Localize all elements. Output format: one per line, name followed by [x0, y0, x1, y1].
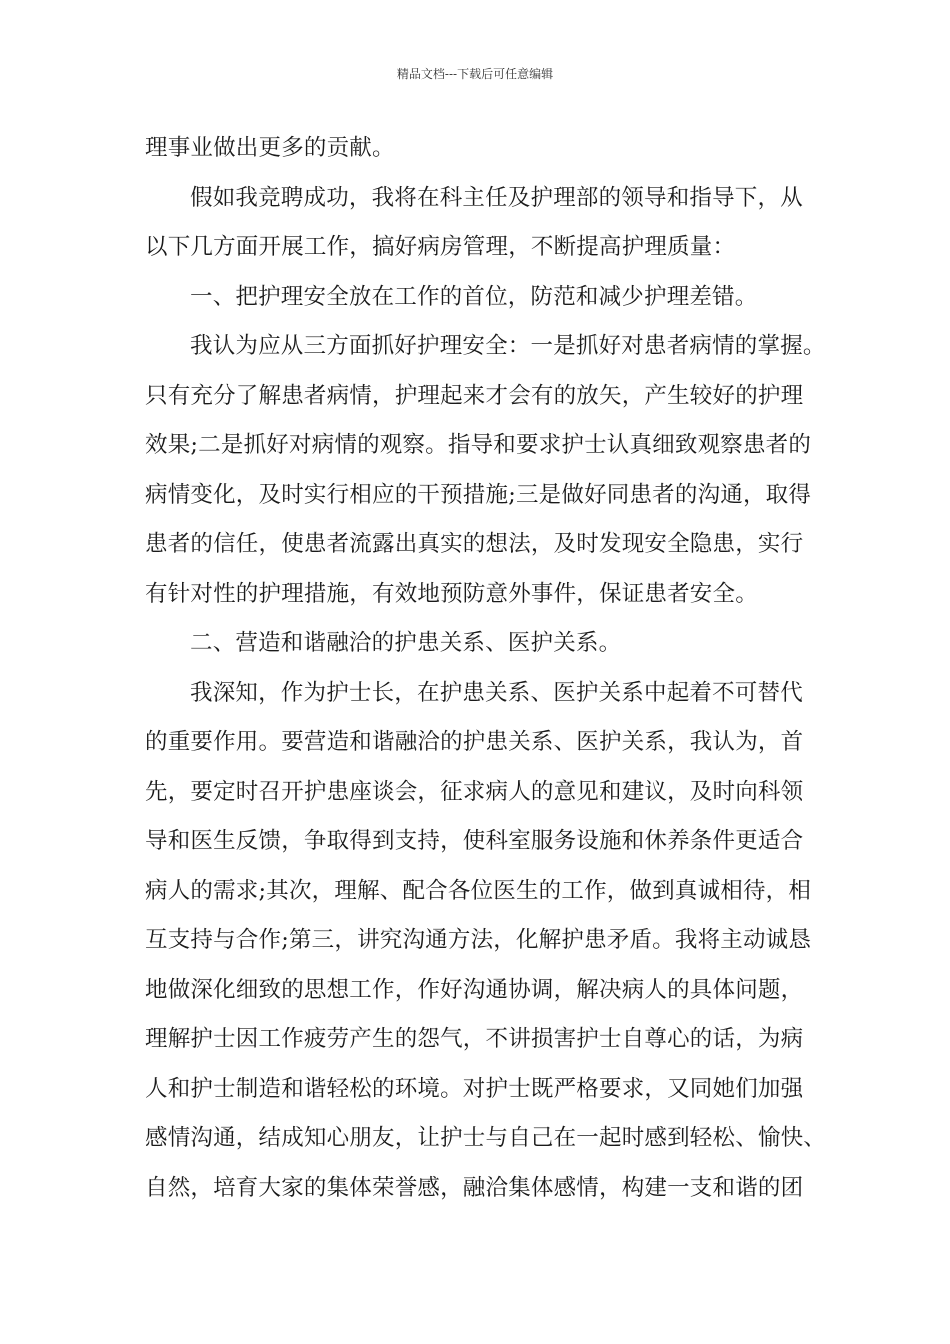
text-line: 有针对性的护理措施，有效地预防意外事件，保证患者安全。 [145, 580, 758, 607]
text-line: 感情沟通，结成知心朋友，让护士与自己在一起时感到轻松、愉快、 [145, 1125, 827, 1151]
text-line: 以下几方面开展工作，搞好病房管理，不断提高护理质量： [145, 234, 736, 260]
text-line: 病人的需求;其次，理解、配合各位医生的工作，做到真诚相待，相 [145, 877, 812, 904]
text-line: 患者的信任，使患者流露出真实的想法，及时发现安全隐患，实行 [145, 531, 804, 557]
document-body [145, 128, 825, 1217]
text-line: 的重要作用。要营造和谐融洽的护患关系、医护关系，我认为，首 [145, 729, 804, 755]
page-header: 精品文档---下载后可任意编辑 [396, 67, 554, 81]
section-heading: 一、把护理安全放在工作的首位，防范和减少护理差错。 [190, 283, 758, 310]
text-line: 我深知，作为护士长，在护患关系、医护关系中起着不可替代 [190, 679, 803, 706]
text-line: 假如我竞聘成功，我将在科主任及护理部的领导和指导下，从 [190, 184, 803, 211]
text-line: 我认为应从三方面抓好护理安全：一是抓好对患者病情的掌握。 [190, 333, 826, 359]
text-line: 病情变化，及时实行相应的干预措施;三是做好同患者的沟通，取得 [145, 481, 812, 508]
text-line: 理解护士因工作疲劳产生的怨气，不讲损害护士自尊心的话，为病 [145, 1026, 804, 1052]
text-line: 地做深化细致的思想工作，作好沟通协调，解决病人的具体问题， [145, 976, 804, 1003]
text-line: 自然，培育大家的集体荣誉感，融洽集体感情，构建一支和谐的团 [145, 1174, 804, 1201]
text-line: 理事业做出更多的贡献。 [145, 135, 395, 161]
text-line: 只有充分了解患者病情，护理起来才会有的放矢，产生较好的护理 [145, 382, 804, 409]
section-heading: 二、营造和谐融洽的护患关系、医护关系。 [190, 630, 622, 656]
text-line: 先，要定时召开护患座谈会，征求病人的意见和建议，及时向科领 [145, 778, 804, 805]
text-line: 人和护士制造和谐轻松的环境。对护士既严格要求，又同她们加强 [145, 1075, 804, 1102]
text-line: 效果;二是抓好对病情的观察。指导和要求护士认真细致观察患者的 [145, 432, 812, 458]
text-line: 互支持与合作;第三，讲究沟通方法，化解护患矛盾。我将主动诚恳 [145, 927, 812, 953]
text-line: 导和医生反馈，争取得到支持，使科室服务设施和休养条件更适合 [145, 828, 804, 854]
